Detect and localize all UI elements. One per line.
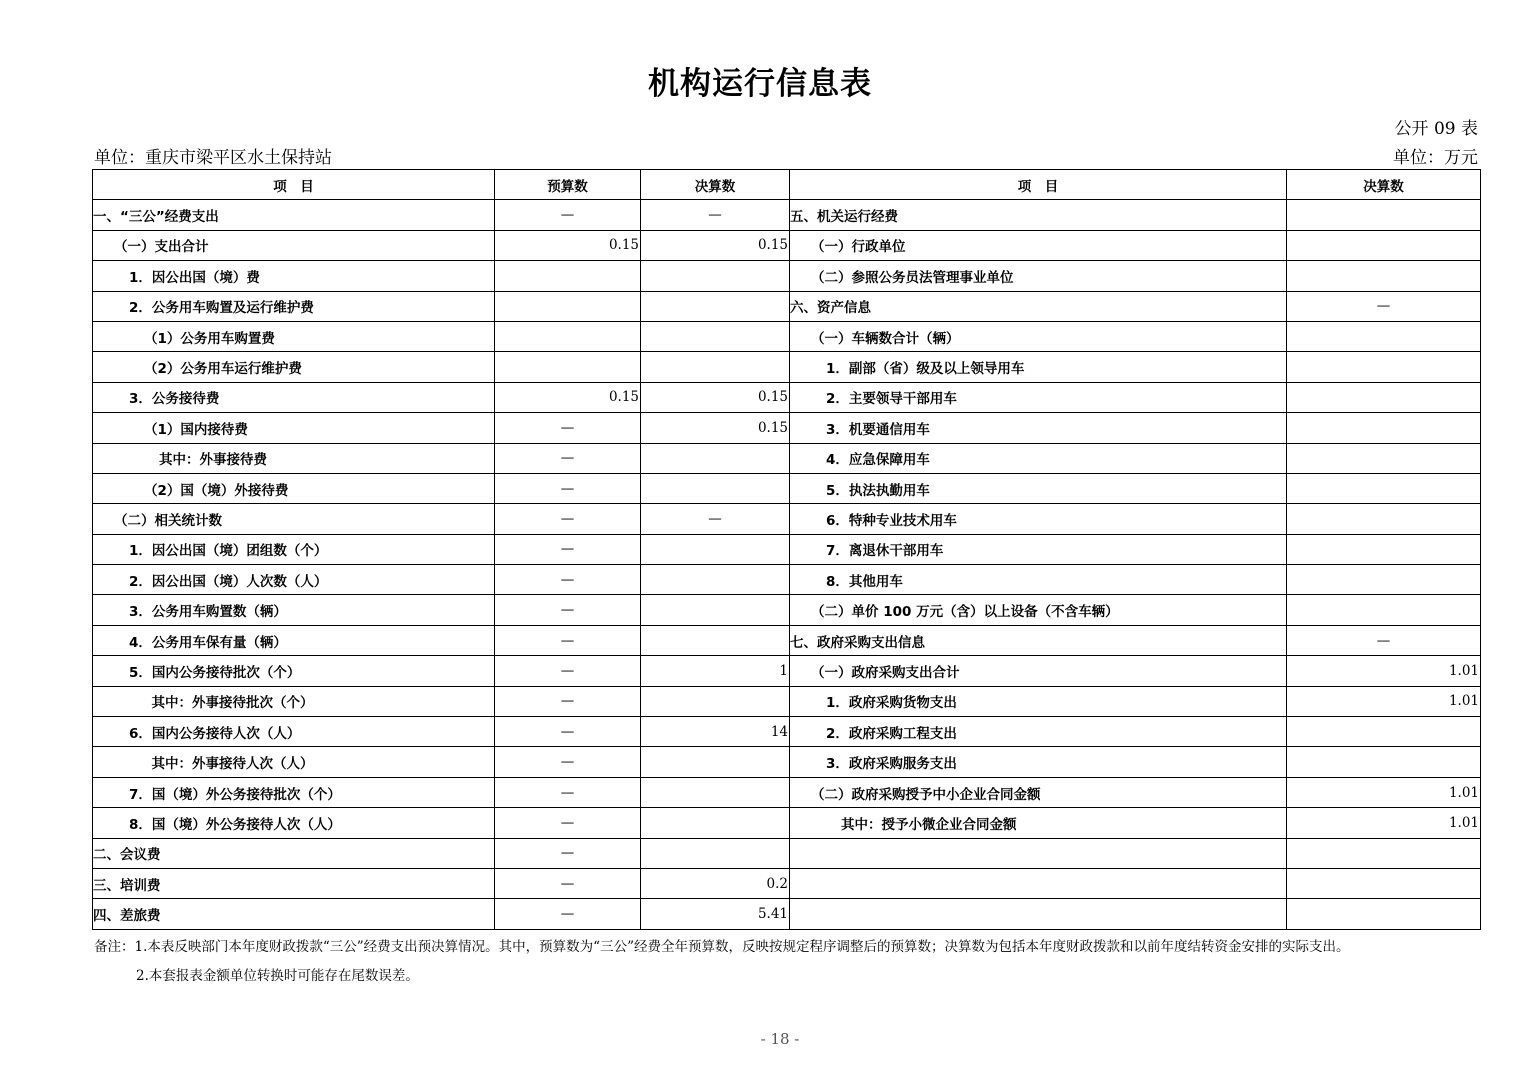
- left-item-cell: 3．公务用车购置数（辆）: [93, 595, 495, 625]
- left-item-cell: （1）公务用车购置费: [93, 321, 495, 351]
- left-item-cell: （2）国（境）外接待费: [93, 473, 495, 503]
- header-final-left: 决算数: [641, 170, 790, 200]
- right-item-cell: 3．政府采购服务支出: [790, 747, 1287, 777]
- right-final-cell: 1.01: [1287, 656, 1481, 686]
- budget-cell: [495, 291, 641, 321]
- final-cell: —: [641, 504, 790, 534]
- table-row: [93, 595, 1481, 625]
- right-final-cell: [1287, 838, 1481, 868]
- right-final-cell: [1287, 352, 1481, 382]
- right-final-cell: [1287, 565, 1481, 595]
- right-item-cell: （一）政府采购支出合计: [790, 656, 1287, 686]
- table-row: [93, 899, 1481, 929]
- right-final-cell: [1287, 899, 1481, 929]
- budget-cell: —: [495, 565, 641, 595]
- budget-cell: —: [495, 838, 641, 868]
- budget-cell: —: [495, 686, 641, 716]
- table-row: [93, 230, 1481, 260]
- budget-cell: —: [495, 777, 641, 807]
- table-row: [93, 656, 1481, 686]
- table-row: [93, 717, 1481, 747]
- final-cell: 1: [641, 656, 790, 686]
- table-row: [93, 777, 1481, 807]
- final-cell: [641, 352, 790, 382]
- header-budget: 预算数: [495, 170, 641, 200]
- budget-cell: —: [495, 868, 641, 898]
- right-item-cell: [790, 838, 1287, 868]
- final-cell: [641, 777, 790, 807]
- table-row: [93, 261, 1481, 291]
- right-item-cell: 1．副部（省）级及以上领导用车: [790, 352, 1287, 382]
- left-item-cell: （1）国内接待费: [93, 413, 495, 443]
- left-item-cell: 7．国（境）外公务接待批次（个）: [93, 777, 495, 807]
- right-final-cell: [1287, 747, 1481, 777]
- left-item-cell: 2．公务用车购置及运行维护费: [93, 291, 495, 321]
- budget-cell: 0.15: [495, 382, 641, 412]
- right-final-cell: 1.01: [1287, 777, 1481, 807]
- right-final-cell: [1287, 261, 1481, 291]
- table-header-row: [93, 170, 1481, 200]
- right-item-cell: （二）单价 100 万元（含）以上设备（不含车辆）: [790, 595, 1287, 625]
- final-cell: 0.15: [641, 382, 790, 412]
- left-item-cell: 其中：外事接待费: [93, 443, 495, 473]
- budget-cell: —: [495, 443, 641, 473]
- left-item-cell: 2．因公出国（境）人次数（人）: [93, 565, 495, 595]
- right-item-cell: 2．政府采购工程支出: [790, 717, 1287, 747]
- left-item-cell: 二、会议费: [93, 838, 495, 868]
- right-final-cell: [1287, 230, 1481, 260]
- left-item-cell: 6．国内公务接待人次（人）: [93, 717, 495, 747]
- table-row: [93, 200, 1481, 230]
- right-item-cell: 七、政府采购支出信息: [790, 625, 1287, 655]
- page-title: 机构运行信息表: [648, 66, 872, 102]
- right-item-cell: 2．主要领导干部用车: [790, 382, 1287, 412]
- note-line-1: 备注：1.本表反映部门本年度财政拨款“三公”经费支出预决算情况。其中，预算数为“三公”经费全年预算数，反映按规定程序调整后的预算数；决算数为包括本年度财政拨款和以前年度结转资金安排的实际支出。: [94, 939, 1350, 955]
- right-item-cell: [790, 899, 1287, 929]
- final-cell: [641, 808, 790, 838]
- final-cell: [641, 565, 790, 595]
- left-item-cell: 其中：外事接待人次（人）: [93, 747, 495, 777]
- final-cell: 5.41: [641, 899, 790, 929]
- table-row: [93, 443, 1481, 473]
- final-cell: [641, 595, 790, 625]
- right-final-cell: [1287, 473, 1481, 503]
- budget-cell: [495, 261, 641, 291]
- left-item-cell: （二）相关统计数: [93, 504, 495, 534]
- table-row: [93, 565, 1481, 595]
- right-item-cell: 7．离退休干部用车: [790, 534, 1287, 564]
- unit-organization: 单位：重庆市梁平区水土保持站: [94, 148, 332, 168]
- table-row: [93, 413, 1481, 443]
- table-row: [93, 808, 1481, 838]
- table-row: [93, 534, 1481, 564]
- right-item-cell: 五、机关运行经费: [790, 200, 1287, 230]
- final-cell: [641, 747, 790, 777]
- table-row: [93, 291, 1481, 321]
- left-item-cell: 一、“三公”经费支出: [93, 200, 495, 230]
- right-final-cell: [1287, 534, 1481, 564]
- right-final-cell: [1287, 868, 1481, 898]
- left-item-cell: 1．因公出国（境）费: [93, 261, 495, 291]
- right-item-cell: （二）参照公务员法管理事业单位: [790, 261, 1287, 291]
- right-final-cell: —: [1287, 625, 1481, 655]
- final-cell: 0.15: [641, 230, 790, 260]
- left-item-cell: 5．国内公务接待批次（个）: [93, 656, 495, 686]
- final-cell: [641, 625, 790, 655]
- right-final-cell: —: [1287, 291, 1481, 321]
- final-cell: [641, 261, 790, 291]
- right-final-cell: [1287, 504, 1481, 534]
- table-row: [93, 352, 1481, 382]
- budget-cell: —: [495, 899, 641, 929]
- right-final-cell: [1287, 200, 1481, 230]
- note-line-2: 2.本套报表金额单位转换时可能存在尾数误差。: [136, 968, 419, 984]
- final-cell: [641, 321, 790, 351]
- final-cell: [641, 686, 790, 716]
- table-row: [93, 504, 1481, 534]
- info-table: [92, 169, 1481, 930]
- final-cell: [641, 838, 790, 868]
- final-cell: [641, 443, 790, 473]
- left-item-cell: 四、差旅费: [93, 899, 495, 929]
- table-row: [93, 382, 1481, 412]
- budget-cell: [495, 321, 641, 351]
- table-row: [93, 625, 1481, 655]
- right-final-cell: [1287, 382, 1481, 412]
- budget-cell: —: [495, 625, 641, 655]
- final-cell: [641, 473, 790, 503]
- final-cell: 0.15: [641, 413, 790, 443]
- left-item-cell: 三、培训费: [93, 868, 495, 898]
- right-item-cell: （一）行政单位: [790, 230, 1287, 260]
- right-item-cell: 5．执法执勤用车: [790, 473, 1287, 503]
- table-row: [93, 321, 1481, 351]
- budget-cell: —: [495, 534, 641, 564]
- right-item-cell: [790, 868, 1287, 898]
- right-item-cell: 8．其他用车: [790, 565, 1287, 595]
- budget-cell: [495, 352, 641, 382]
- right-item-cell: 六、资产信息: [790, 291, 1287, 321]
- right-item-cell: 4．应急保障用车: [790, 443, 1287, 473]
- right-final-cell: [1287, 321, 1481, 351]
- right-item-cell: 6．特种专业技术用车: [790, 504, 1287, 534]
- budget-cell: —: [495, 747, 641, 777]
- header-final-right: 决算数: [1287, 170, 1481, 200]
- header-item-left: 项 目: [93, 170, 495, 200]
- budget-cell: —: [495, 717, 641, 747]
- budget-cell: —: [495, 200, 641, 230]
- unit-currency: 单位：万元: [1393, 148, 1478, 168]
- final-cell: —: [641, 200, 790, 230]
- header-item-right: 项 目: [790, 170, 1287, 200]
- left-item-cell: （2）公务用车运行维护费: [93, 352, 495, 382]
- right-final-cell: 1.01: [1287, 686, 1481, 716]
- right-final-cell: [1287, 595, 1481, 625]
- left-item-cell: （一）支出合计: [93, 230, 495, 260]
- form-code: 公开 09 表: [1394, 119, 1478, 139]
- left-item-cell: 4．公务用车保有量（辆）: [93, 625, 495, 655]
- right-final-cell: 1.01: [1287, 808, 1481, 838]
- right-item-cell: 1．政府采购货物支出: [790, 686, 1287, 716]
- table-row: [93, 838, 1481, 868]
- right-item-cell: （一）车辆数合计（辆）: [790, 321, 1287, 351]
- left-item-cell: 1．因公出国（境）团组数（个）: [93, 534, 495, 564]
- budget-cell: —: [495, 656, 641, 686]
- budget-cell: 0.15: [495, 230, 641, 260]
- table-row: [93, 747, 1481, 777]
- final-cell: [641, 291, 790, 321]
- budget-cell: —: [495, 473, 641, 503]
- budget-cell: —: [495, 595, 641, 625]
- left-item-cell: 其中：外事接待批次（个）: [93, 686, 495, 716]
- table-row: [93, 473, 1481, 503]
- final-cell: [641, 534, 790, 564]
- budget-cell: —: [495, 808, 641, 838]
- page-number: - 18 -: [760, 1030, 800, 1048]
- right-final-cell: [1287, 717, 1481, 747]
- final-cell: 14: [641, 717, 790, 747]
- right-item-cell: 其中：授予小微企业合同金额: [790, 808, 1287, 838]
- left-item-cell: 8．国（境）外公务接待人次（人）: [93, 808, 495, 838]
- budget-cell: —: [495, 504, 641, 534]
- right-item-cell: （二）政府采购授予中小企业合同金额: [790, 777, 1287, 807]
- table-row: [93, 868, 1481, 898]
- right-final-cell: [1287, 413, 1481, 443]
- table-row: [93, 686, 1481, 716]
- right-item-cell: 3．机要通信用车: [790, 413, 1287, 443]
- left-item-cell: 3．公务接待费: [93, 382, 495, 412]
- final-cell: 0.2: [641, 868, 790, 898]
- budget-cell: —: [495, 413, 641, 443]
- right-final-cell: [1287, 443, 1481, 473]
